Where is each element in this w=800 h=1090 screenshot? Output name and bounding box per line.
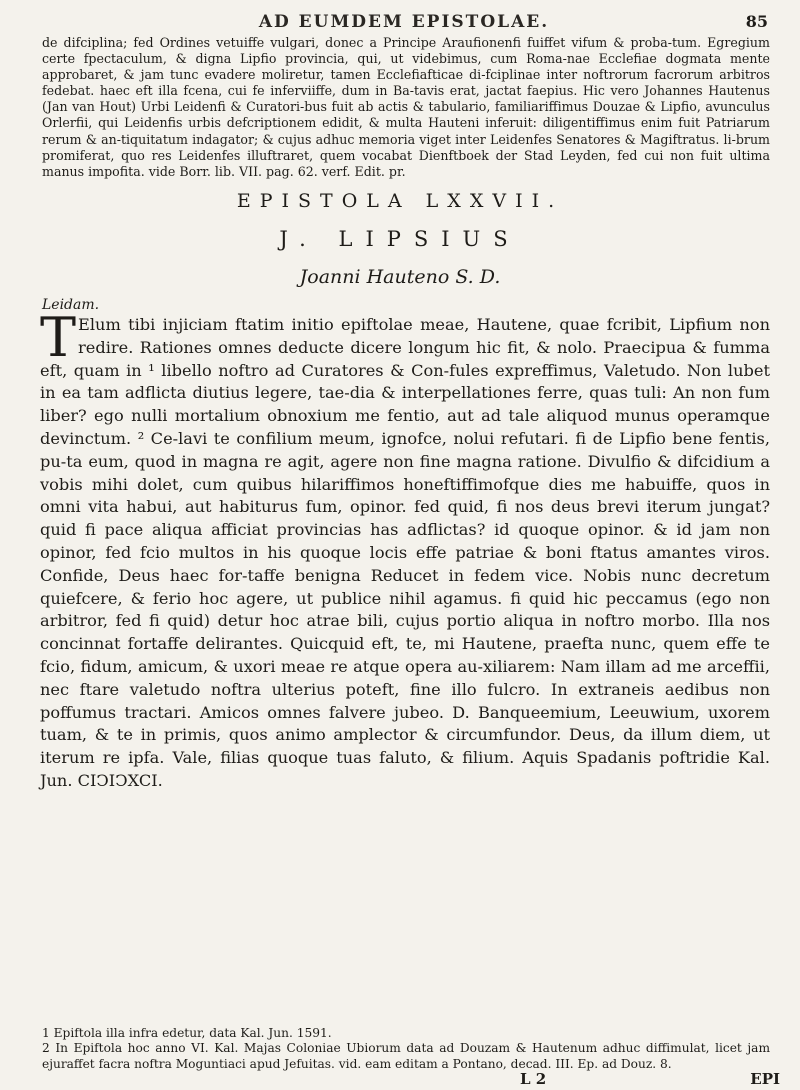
epistle-salutation: Joanni Hauteno S. D. (299, 266, 501, 288)
catchword: EPI (750, 1070, 780, 1088)
page-footer (520, 1070, 780, 1088)
running-head (40, 12, 768, 36)
footnotes (42, 1026, 770, 1072)
letter-body (40, 306, 770, 793)
epistle-place: Leidam. (42, 297, 100, 313)
footnote-2: 2 In Epiftola hoc anno VI. Kal. Majas Coloniae Ubiorum data ad Douzam & Hautenum adhuc diffimulat, licet jam ejuraffet facra noftra Moguntiaci apud Jefuitas. vid. eam editam a Pontano, decad. III. Ep. ad Douz. 8. (42, 1041, 770, 1071)
epistle-heading: EPISTOLA LXXVII. (236, 190, 564, 212)
letter-body-text: Elum tibi injiciam ftatim initio epiftolae meae, Hautene, quae fcribit, Lipfium non redire. Rationes omnes deducte dicere longum hic fit, & nolo. Praecipua & fumma eft, quam in ¹ libello noftro ad Curatores & Con-fules expreffimus, Valetudo. Non lubet in ea tam adflicta diutius legere, tae-dia & interpellationes ferre, quas tuli: An non fum liber? ego nulli mortalium obnoxium me fentio, aut ad tale aliquod munus operamque devinctum. ² Ce-lavi te confilium meum, ignofce, nolui refutari. fi de Lipfio bene fentis, pu-ta eum, quod in magna re agit, agere non fine magna ratione. Divulfio & difcidium a vobis mihi dolet, cum quibus hilariffimos honeftiffimofque dies me habuiffe, quos in omni vita habui, aut habiturus fum, opinor. fed quid, fi nos deus brevi iterum jungat? quid fi pace aliqua afficiat provincias has adflictas? id quoque opinor. & id jam non opinor, fed fcio multos in his quoque locis effe patriae & boni ftatus amantes viros. Confide, Deus haec for-taffe benigna Reducet in fedem vice. Nobis nunc decretum quiefcere, & ferio hoc agere, ut publice nihil agamus. fi quid hic peccamus (ego non arbitror, fed fi quid) detur hoc atrae bili, cujus portio aliqua in noftro morbo. Illa nos concinnat fortaffe delirantes. Quicquid eft, te, mi Hautene, praefta nunc, quem effe te fcio, fidum, amicum, & uxori meae re atque opera au-xiliarem: Nam illam ad me arceffii, nec ftare valetudo noftra ulterius poteft, fine illo fulcro. In extraneis aedibus non poffumus tractari. Amicos omnes falvere jubeo. D. Banqueemium, Leeuwium, uxorem tuam, & te in primis, quos animo amplector & circumfundor. Deus, da illum diem, ut iterum re ipfa. Vale, filias quoque tuas faluto, & filium. Aquis Spadanis poftridie Kal. Jun. CIↃIↃXCI. (40, 315, 770, 790)
running-title: AD EUMDEM EPISTOLAE. (258, 12, 550, 32)
signature-mark: L 2 (520, 1070, 547, 1088)
page-number: 85 (745, 12, 768, 31)
intro-commentary: de difciplina; fed Ordines vetuiffe vulgari, donec a Principe Araufionenfi fuiffet vifum & proba-tum. Egregium certe fpectaculum, & digna Lipfio provincia, qui, ut videbimus, cum Roma-nae Ecclefiae dogmata mente approbaret, & jam tunc evadere moliretur, tamen Ecclefiafticae di-fciplinae inter noftrorum facrorum arbitros fedebat. haec eft illa fcena, cui fe inferviiffe, dum in Ba-tavis erat, jactat faepius. Hic vero Johannes Hautenus (Jan van Hout) Urbi Leidenfi & Curatori-bus fuit ab actis & tabulario, familiariffimus Douzae & Lipfio, avunculus Orlerfii, qui Leidenfis urbis defcriptionem edidit, & multa Hauteni inferuit: diligentiffimus enim fuit Patriarum rerum & an-tiquitatum indagator; & cujus adhuc memoria viget inter Leidenfes Senatores & Magiftratus. li-brum promiferat, quo res Leidenfes illuftraret, quem vocabat Dienftboek der Stad Leyden, fed cui non fuit ultima manus impofita. vide Borr. lib. VII. pag. 62. verf. Edit. pr. (42, 35, 770, 179)
footnote-1: 1 Epiftola illa infra edetur, data Kal. Jun. 1591. (42, 1026, 332, 1040)
epistle-author: J. LIPSIUS (279, 227, 521, 251)
drop-cap: T (40, 306, 77, 369)
